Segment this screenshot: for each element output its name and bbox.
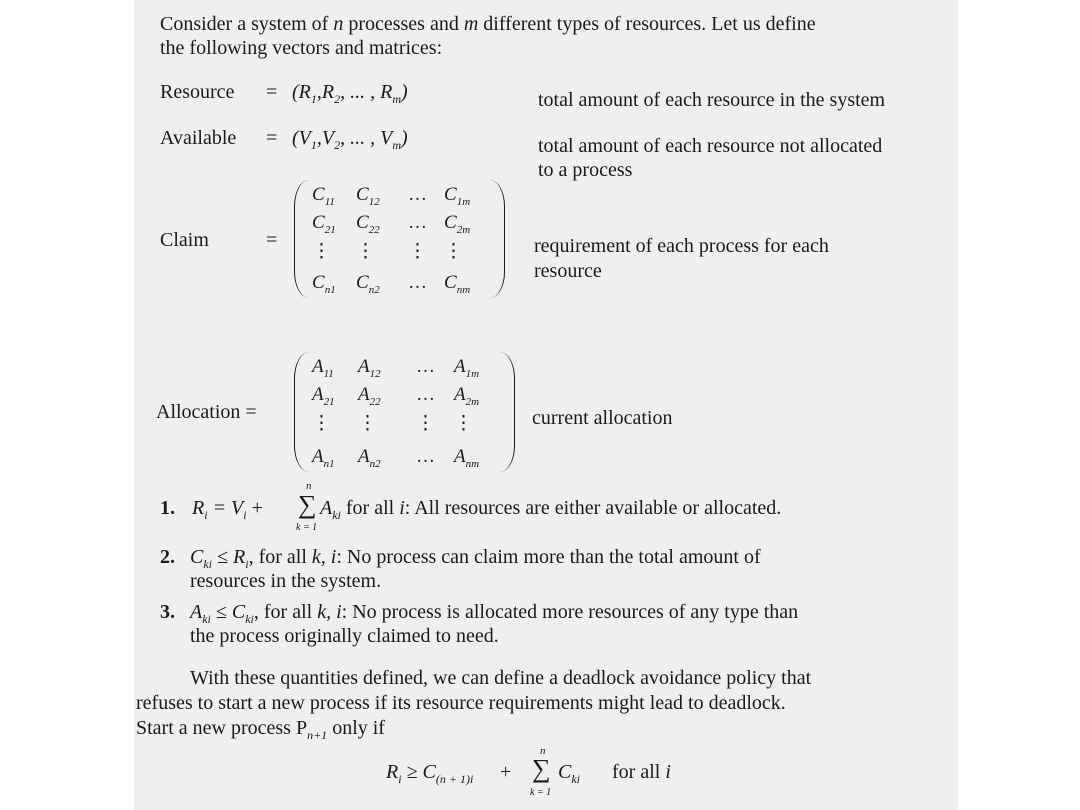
claim-matrix-cell: $C_{12}$ [356,184,380,208]
available-desc-1: total amount of each resource not allocated [538,135,883,157]
resource-label: Resource [160,81,235,103]
allocation-matrix-cell: $A_{11}$ [312,356,334,380]
claim-matrix-cell: ⋮ [408,241,427,262]
claim-matrix-cell: ⋮ [444,241,463,262]
claim-matrix-cell: $C_{1m}$ [444,184,471,208]
claim-matrix-cell: ⋮ [356,241,375,262]
intro-line-1: Consider a system of n processes and m different types of resources. Let us define [160,13,816,35]
condition-1-sigma: ∑ [298,490,317,519]
claim-right-paren [490,180,505,298]
resource-desc: total amount of each resource in the system [538,89,886,111]
allocation-matrix-cell: ⋮ [416,413,435,434]
allocation-matrix-cell: ⋮ [358,413,377,434]
available-label: Available [160,127,237,149]
condition-2-line-2: resources in the system. [190,570,382,592]
claim-eq: = [266,229,278,251]
condition-3-line-1: $A_{ki} \le C_{ki}$, for all k, i: No process is allocated more resources of any type than [190,601,799,626]
intro-line-2: the following vectors and matrices: [160,37,443,59]
condition-2-line-1: $C_{ki} \le R_i$, for all k, i: No process can claim more than the total amount of [190,546,761,571]
available-vector: ($V_1,V_2$, ... , $V_m$) [292,127,408,152]
allocation-matrix-cell: $A_{n2}$ [358,446,381,470]
claim-left-paren [294,180,309,298]
allocation-matrix-cell: $A_{1m}$ [454,356,480,380]
condition-1-sum-bottom: k = 1 [296,522,318,533]
final-plus: + [500,761,512,783]
claim-matrix-cell: $C_{22}$ [356,212,380,236]
allocation-matrix-cell: $A_{2m}$ [454,384,480,408]
condition-1-number: 1. [160,497,175,519]
resource-eq: = [266,81,278,103]
condition-1-sum-top: n [306,480,312,492]
claim-matrix-cell: $C_{n1}$ [312,272,336,296]
allocation-matrix-cell: ⋮ [312,413,331,434]
allocation-matrix-cell: … [416,356,435,377]
claim-matrix [294,180,504,302]
allocation-matrix-cell: $A_{nm}$ [454,446,480,470]
allocation-matrix-cell: $A_{n1}$ [312,446,335,470]
allocation-matrix-cell: $A_{21}$ [312,384,335,408]
paragraph-line-1: With these quantities defined, we can define a deadlock avoidance policy that [190,667,812,689]
available-desc-2: to a process [538,159,633,181]
claim-matrix-cell: … [408,184,427,205]
available-eq: = [266,127,278,149]
claim-matrix-cell: $C_{11}$ [312,184,335,208]
allocation-matrix [294,352,514,476]
claim-label: Claim [160,229,209,251]
condition-3-number: 3. [160,601,175,623]
allocation-desc: current allocation [532,407,673,429]
allocation-matrix-cell: ⋮ [454,413,473,434]
claim-matrix-cell: … [408,212,427,233]
claim-matrix-cell: ⋮ [312,241,331,262]
claim-matrix-cell: $C_{2m}$ [444,212,471,236]
allocation-matrix-cell: $A_{22}$ [358,384,381,408]
claim-matrix-cell: $C_{21}$ [312,212,336,236]
condition-2-number: 2. [160,546,175,568]
allocation-label: Allocation = [156,401,257,423]
paragraph-line-3: Start a new process $P_{n+1}$ only if [136,717,385,742]
final-sum-bottom: k = 1 [530,787,552,798]
final-sum-top: n [540,745,546,757]
condition-1-text: $A_{ki}$ for all i: All resources are either available or allocated. [320,497,782,522]
textbook-page [134,0,958,810]
claim-matrix-cell: $C_{n2}$ [356,272,380,296]
final-sigma: ∑ [532,754,551,783]
paragraph-line-2: refuses to start a new process if its resource requirements might lead to deadlock. [136,692,786,714]
allocation-matrix-cell: … [416,446,435,467]
allocation-matrix-cell: … [416,384,435,405]
claim-desc-1: requirement of each process for each [534,235,829,257]
condition-3-line-2: the process originally claimed to need. [190,625,499,647]
claim-matrix-cell: … [408,272,427,293]
final-lhs: $R_i \ge C_{(n + 1)i}$ [386,761,474,786]
condition-1-lhs: $R_i = V_i$ + [192,497,263,522]
resource-vector: ($R_1,R_2$, ... , $R_m$) [292,81,408,106]
allocation-matrix-cell: $A_{12}$ [358,356,381,380]
allocation-right-paren [500,352,515,472]
final-for-all: for all i [612,761,671,783]
claim-desc-2: resource [534,260,602,282]
final-term: $C_{ki}$ [558,761,581,786]
allocation-left-paren [294,352,309,472]
claim-matrix-cell: $C_{nm}$ [444,272,471,296]
